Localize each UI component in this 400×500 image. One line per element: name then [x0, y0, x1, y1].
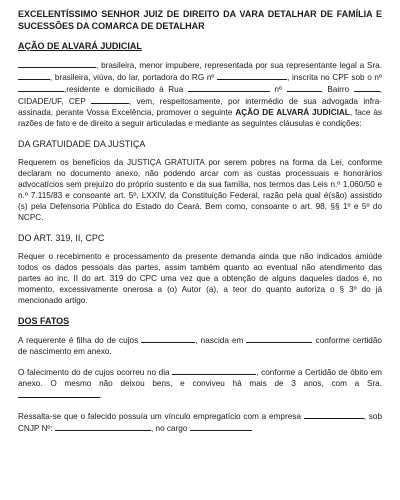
father-name-blank — [141, 334, 195, 343]
representative-blank — [18, 71, 50, 80]
gratuidade-heading: DA GRATUIDADE DA JUSTIÇA — [18, 139, 146, 149]
gratuidade-paragraph: Requerem os benefícios da JUSTIÇA GRATUITA por serem pobres na forma da Lei, conforme declaram no documento anexo, não podendo arcar com as custas processuais e honorários advocatícios sem prejuízo do próprio sustento e da sua família, nos termos das Leis n.º 1.060/50 e n.º 7.115/83 e consoante art. 5º, LXXIV, da Constituição Federal, razão pela qual é(são) assistido (s) pela Defensoria Pública do Estado do Ceará. Bem como, consoante o art. 98, §§ 1º e 5º do NCPC. — [18, 158, 382, 222]
fatos-heading: DOS FATOS — [18, 316, 70, 326]
action-title: AÇÃO DE ALVARÁ JUDICIAL — [18, 41, 142, 51]
fatos-paragraph-3: Ressalta-se que o falecido possuía um vínculo empregatício com a empresa , sob CNJP Nº: , no cargo — [18, 412, 382, 433]
art319-heading: DO ART. 319, II, CPC — [18, 233, 105, 243]
fatos-paragraph-1: A requerente é filha do de cujos , nascida em conforme certidão de nascimento em anexo. — [18, 336, 382, 356]
action-name-bold: AÇÃO DE ALVARÁ JUDICIAL — [235, 108, 350, 117]
name-blank — [18, 59, 96, 68]
death-date-blank — [172, 366, 256, 375]
job-title-blank — [190, 422, 252, 431]
cep-blank — [91, 95, 129, 104]
birth-date-blank — [246, 334, 312, 343]
rg-blank — [217, 71, 287, 80]
art319-paragraph: Requer o recebimento e processamento da presente demanda ainda que não indicados amiúde todos os dados pessoais das partes, assim também quanto ao eventual não atendimento das partes ao inc. II do art. 319 do CPC uma vez que a obtenção de alguns daqueles dados é, no momento, excessivamente onerosa a (o) Autor (a), a teor do quanto autoriza o § 3º do já mencionado artigo. — [18, 252, 382, 305]
fatos-paragraph-2: O falecimento do de cujos ocorreu no dia , conforme a Certidão de óbito em anexo. O mesmo não deixou bens, e conviveu há mais de 3 anos, com a Sra. . — [18, 368, 382, 400]
bairro-blank — [354, 83, 380, 92]
cpf-blank — [18, 83, 64, 92]
company-blank — [304, 410, 364, 419]
cnpj-blank — [55, 422, 151, 431]
court-address-heading: EXCELENTÍSSIMO SENHOR JUIZ DE DIREITO DA VARA DETALHAR DE FAMÍLIA E SUCESSÕES DA COMARCA DE DETALHAR — [18, 9, 382, 31]
partner-name-blank — [18, 389, 100, 398]
number-blank — [287, 83, 321, 92]
intro-paragraph: , brasileira, menor impubere, representada por sua representante legal a Sra. , brasileira, viúva, do lar, portadora do RG nº , inscrita no CPF sob o nº ,residente e domiciliado à Rua nº , Bairro , CIDADE/UF, CEP , vem, respeitosamente, por intermédio de sua advogada infra-assinada, perante Vossa Excelência, promover o seguinte AÇÃO DE ALVARÁ JUDICIAL, face às razões de fato e de direito a seguir articuladas e mediante as seguintes cláusulas e condições: — [18, 61, 383, 128]
street-blank — [188, 83, 270, 92]
